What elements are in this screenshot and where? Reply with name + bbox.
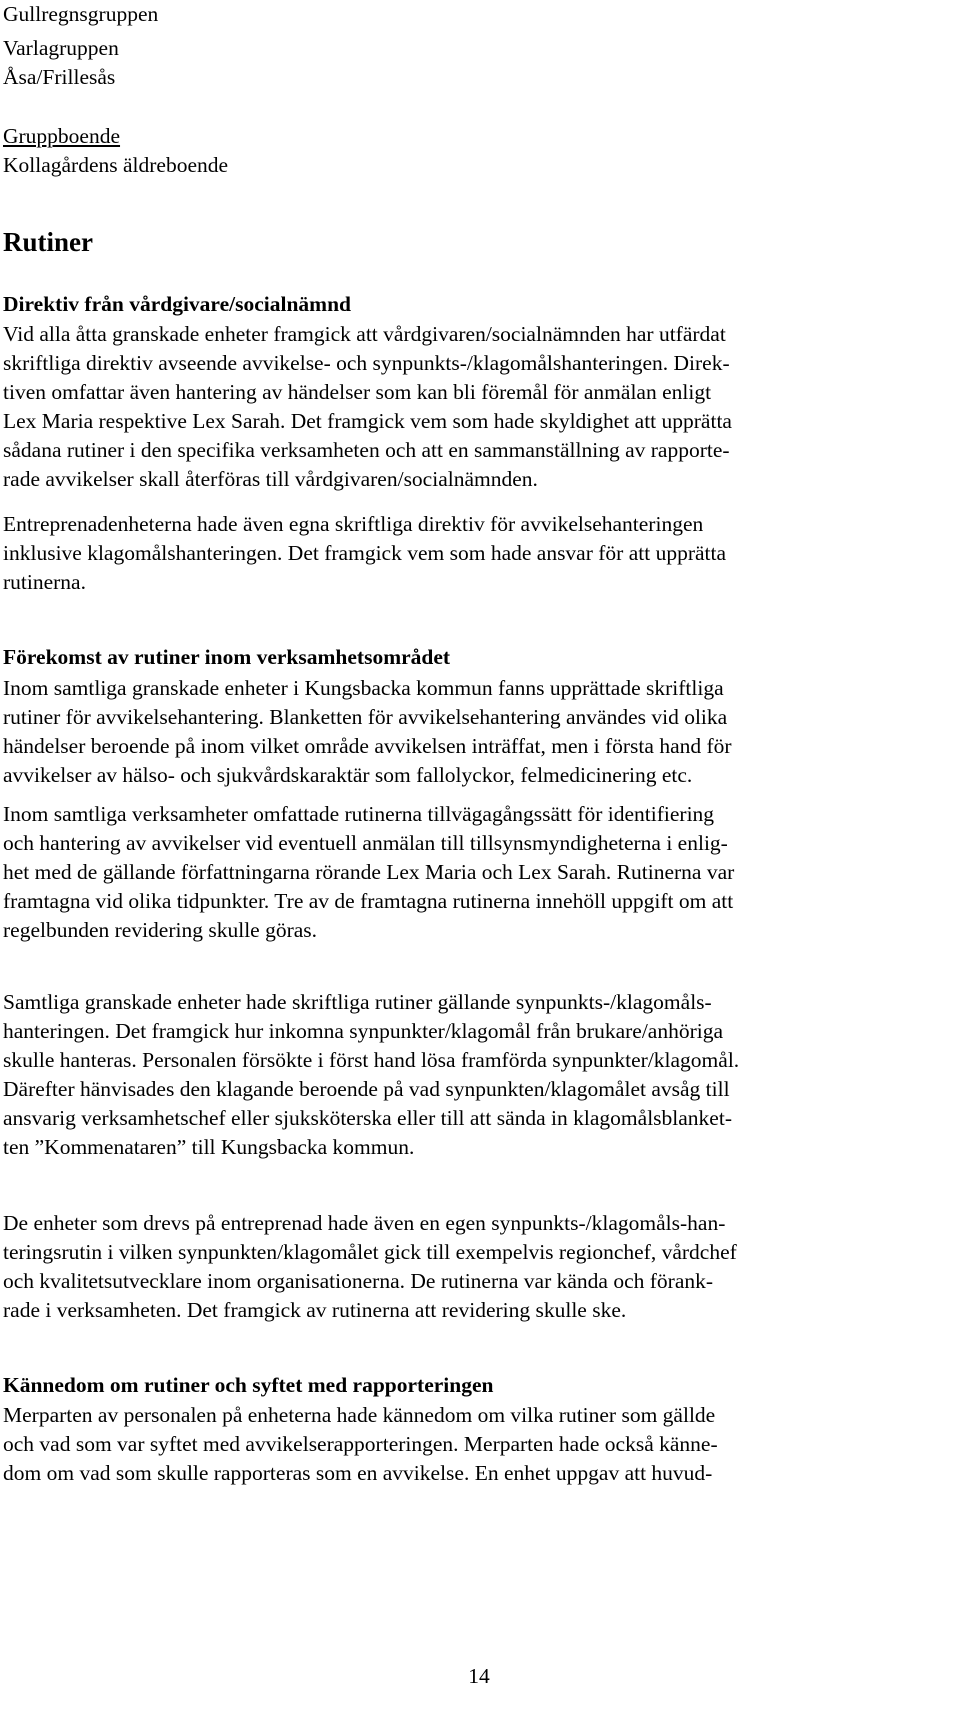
paragraph-line: Lex Maria respektive Lex Sarah. Det framgick vem som hade skyldighet att upprätta: [3, 409, 732, 433]
paragraph-line: sådana rutiner i den specifika verksamheten och att en sammanställning av rapporte-: [3, 438, 730, 462]
section-heading: Direktiv från vårdgivare/socialnämnd: [3, 292, 351, 316]
page-title: Rutiner: [3, 227, 93, 257]
header-line-2: Varlagruppen: [3, 36, 119, 60]
paragraph-line: rutiner för avvikelsehantering. Blanketten för avvikelsehantering användes vid olika: [3, 705, 728, 729]
paragraph-line: het med de gällande författningarna rörande Lex Maria och Lex Sarah. Rutinerna var: [3, 860, 735, 884]
paragraph-line: och hantering av avvikelser vid eventuell anmälan till tillsynsmyndigheterna i enlig-: [3, 831, 728, 855]
paragraph-line: Därefter hänvisades den klagande beroende på vad synpunkten/klagomålet avsåg till: [3, 1077, 730, 1101]
header-line-3: Åsa/Frillesås: [3, 65, 116, 89]
paragraph-line: Samtliga granskade enheter hade skriftliga rutiner gällande synpunkts-/klagomåls-: [3, 990, 712, 1014]
paragraph: [3, 988, 955, 1162]
paragraph-line: ten ”Kommenataren” till Kungsbacka kommun.: [3, 1135, 415, 1159]
paragraph-line: framtagna vid olika tidpunkter. Tre av de framtagna rutinerna innehöll uppgift om att: [3, 889, 734, 913]
paragraph-line: Inom samtliga verksamheter omfattade rutinerna tillvägagångssätt för identifiering: [3, 802, 715, 826]
page-number: 14: [468, 1664, 490, 1688]
header-line-1: Gullregnsgruppen: [3, 2, 159, 26]
paragraph: [3, 320, 955, 494]
paragraph-line: rade i verksamheten. Det framgick av rutinerna att revidering skulle ske.: [3, 1298, 627, 1322]
paragraph-line: hanteringen. Det framgick hur inkomna synpunkter/klagomål från brukare/anhöriga: [3, 1019, 724, 1043]
paragraph: [3, 800, 955, 945]
paragraph-line: händelser beroende på inom vilket område avvikelsen inträffat, men i första hand för: [3, 734, 732, 758]
paragraph-line: rade avvikelser skall återföras till vårdgivaren/socialnämnden.: [3, 467, 538, 491]
paragraph: [3, 674, 955, 790]
paragraph: [3, 1209, 955, 1325]
paragraph-line: och vad som var syftet med avvikelserapporteringen. Merparten hade också känne-: [3, 1432, 718, 1456]
paragraph-line: inklusive klagomålshanteringen. Det framgick vem som hade ansvar för att upprätta: [3, 541, 727, 565]
paragraph-line: tiven omfattar även hantering av händelser som kan bli föremål för anmälan enligt: [3, 380, 712, 404]
paragraph: [3, 510, 955, 597]
section-heading: Kännedom om rutiner och syftet med rapporteringen: [3, 1373, 494, 1397]
paragraph-line: skulle hanteras. Personalen försökte i först hand lösa framförda synpunkter/klagomål.: [3, 1048, 740, 1072]
paragraph-line: Entreprenadenheterna hade även egna skriftliga direktiv för avvikelsehanteringen: [3, 512, 704, 536]
paragraph-line: Vid alla åtta granskade enheter framgick att vårdgivaren/socialnämnden har utfärdat: [3, 322, 726, 346]
paragraph-line: Merparten av personalen på enheterna hade kännedom om vilka rutiner som gällde: [3, 1403, 716, 1427]
paragraph-line: avvikelser av hälso- och sjukvårdskaraktär som fallolyckor, felmedicinering etc.: [3, 763, 693, 787]
header-line-5: Kollagårdens äldreboende: [3, 153, 229, 177]
section-heading: Förekomst av rutiner inom verksamhetsområdet: [3, 645, 451, 669]
paragraph-line: rutinerna.: [3, 570, 86, 594]
header-line-4: Gruppboende: [3, 124, 121, 148]
paragraph-line: skriftliga direktiv avseende avvikelse- och synpunkts-/klagomålshanteringen. Direk-: [3, 351, 730, 375]
paragraph: [3, 1401, 955, 1488]
paragraph-line: dom om vad som skulle rapporteras som en avvikelse. En enhet uppgav att huvud-: [3, 1461, 713, 1485]
paragraph-line: och kvalitetsutvecklare inom organisationerna. De rutinerna var kända och förank-: [3, 1269, 714, 1293]
paragraph-line: De enheter som drevs på entreprenad hade även en egen synpunkts-/klagomåls-han-: [3, 1211, 726, 1235]
paragraph-line: Inom samtliga granskade enheter i Kungsbacka kommun fanns upprättade skriftliga: [3, 676, 724, 700]
paragraph-line: teringsrutin i vilken synpunkten/klagomålet gick till exempelvis regionchef, vårdchef: [3, 1240, 737, 1264]
paragraph-line: regelbunden revidering skulle göras.: [3, 918, 318, 942]
paragraph-line: ansvarig verksamhetschef eller sjuksköterska eller till att sända in klagomålsblanket-: [3, 1106, 732, 1130]
